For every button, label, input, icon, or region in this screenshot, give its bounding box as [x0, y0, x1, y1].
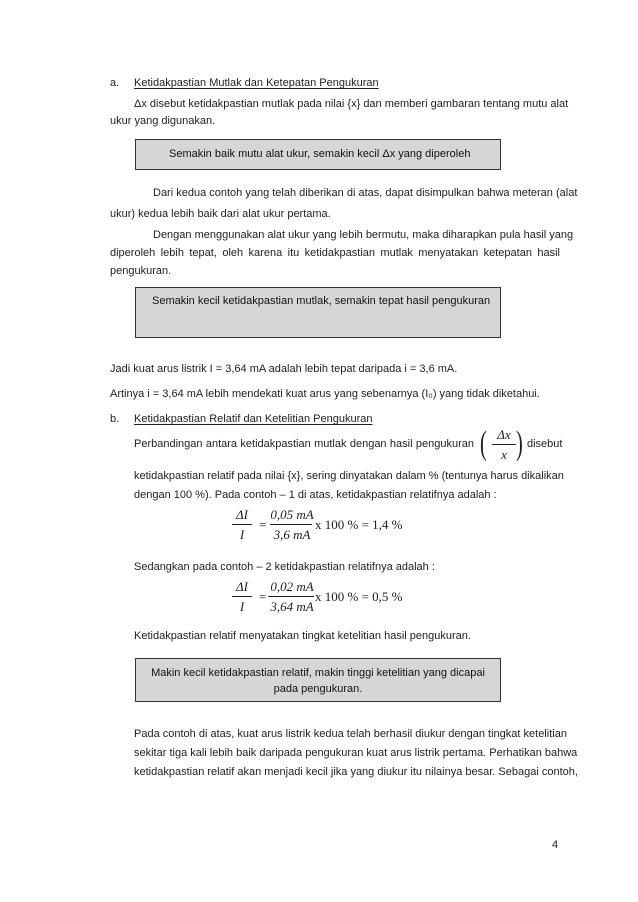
page-number: 4	[552, 839, 559, 851]
eq1-rhs-denominator: 3,6 mA	[273, 527, 311, 542]
section-a-para4: Jadi kuat arus listrik I = 3,64 mA adalah lebih tepat daripada i = 3,6 mA.	[110, 363, 458, 375]
eq1-lhs-numerator: ΔI	[236, 507, 248, 522]
inline-fraction-denominator: x	[501, 447, 507, 462]
callout-box-measurement-quality-text: Semakin baik mutu alat ukur, semakin kecil Δx yang diperoleh	[169, 148, 471, 160]
inline-fraction-numerator: Δx	[497, 427, 511, 442]
section-b-para4-line2: sekitar tiga kali lebih baik daripada pengukuran kuat arus listrik pertama. Perhatikan bahwa	[134, 747, 578, 759]
section-b-para1-start: Perbandingan antara ketidakpastian mutlak dengan hasil pengukuran	[134, 438, 474, 450]
callout-box-absolute-uncertainty	[135, 287, 501, 338]
section-a-para3-line2: diperoleh lebih tepat, oleh karena itu ketidakpastian mutlak menyatakan ketepatan hasil	[110, 247, 560, 259]
callout-box-measurement-quality	[135, 139, 501, 170]
eq1-rhs-bar	[270, 524, 312, 525]
eq1-lhs-bar	[232, 524, 252, 525]
eq2-lhs-numerator: ΔI	[236, 579, 248, 594]
eq2-rhs-bar	[268, 596, 314, 597]
eq2-rhs-denominator: 3,64 mA	[270, 599, 314, 614]
eq2-lhs-bar	[232, 596, 252, 597]
section-a-para5: Artinya i = 3,64 mA lebih mendekati kuat arus yang sebenarnya (I₀) yang tidak diketahui.	[110, 388, 540, 400]
callout-box-relative-uncertainty-line1: Makin kecil ketidakpastian relatif, makin tinggi ketelitian yang dicapai	[151, 667, 485, 679]
section-a-heading: Ketidakpastian Mutlak dan Ketepatan Pengukuran	[134, 77, 379, 89]
eq1-lhs-denominator: I	[239, 527, 245, 542]
section-a-para3-line3: pengukuran.	[110, 265, 172, 277]
section-a-para3-line1: Dengan menggunakan alat ukur yang lebih bermutu, maka diharapkan pula hasil yang	[153, 229, 574, 241]
section-a-para2-line1: Dari kedua contoh yang telah diberikan di atas, dapat disimpulkan bahwa meteran (alat	[153, 187, 578, 199]
section-b-para3: Ketidakpastian relatif menyatakan tingkat ketelitian hasil pengukuran.	[134, 630, 471, 642]
eq2-lhs-denominator: I	[239, 599, 245, 614]
eq1-tail: x 100 % = 1,4 %	[315, 517, 403, 532]
section-a-marker: a.	[110, 77, 120, 89]
callout-box-relative-uncertainty-line2: pada pengukuran.	[273, 683, 363, 695]
section-b-para4-line1: Pada contoh di atas, kuat arus listrik kedua telah berhasil diukur dengan tingkat ketelitian	[134, 728, 567, 740]
eq2-equals: =	[259, 589, 267, 604]
section-b-para4-line3: ketidakpastian relatif akan menjadi kecil jika yang diukur itu nilainya besar. Sebagai contoh,	[134, 766, 578, 778]
section-b-para1-line2: ketidakpastian relatif pada nilai {x}, sering dinyatakan dalam % (tentunya harus dikalikan	[134, 470, 564, 482]
section-b-marker: b.	[110, 413, 120, 425]
eq2-rhs-numerator: 0,02 mA	[270, 579, 314, 594]
callout-box-relative-uncertainty	[135, 658, 501, 702]
section-b-para2: Sedangkan pada contoh – 2 ketidakpastian relatifnya adalah :	[134, 561, 435, 573]
inline-fraction-bar	[492, 444, 516, 445]
section-b-para1-end: disebut	[527, 438, 563, 450]
inline-fraction-right-paren: )	[516, 425, 523, 462]
eq1-equals: =	[259, 517, 267, 532]
callout-box-absolute-uncertainty-text: Semakin kecil ketidakpastian mutlak, semakin tepat hasil pengukuran	[152, 295, 491, 307]
section-a-para1-line1: Δx disebut ketidakpastian mutlak pada nilai {x} dan memberi gambaran tentang mutu alat	[134, 98, 569, 110]
section-a-para2-line2: ukur) kedua lebih baik dari alat ukur pertama.	[110, 208, 331, 220]
eq1-rhs-numerator: 0,05 mA	[270, 507, 314, 522]
section-b-heading: Ketidakpastian Relatif dan Ketelitian Pengukuran	[134, 413, 373, 425]
eq2-tail: x 100 % = 0,5 %	[315, 589, 403, 604]
inline-fraction-left-paren: (	[480, 425, 487, 462]
section-a-para1-line2: ukur yang digunakan.	[110, 115, 216, 127]
section-b-para1-line3: dengan 100 %). Pada contoh – 1 di atas, ketidakpastian relatifnya adalah :	[134, 489, 497, 501]
